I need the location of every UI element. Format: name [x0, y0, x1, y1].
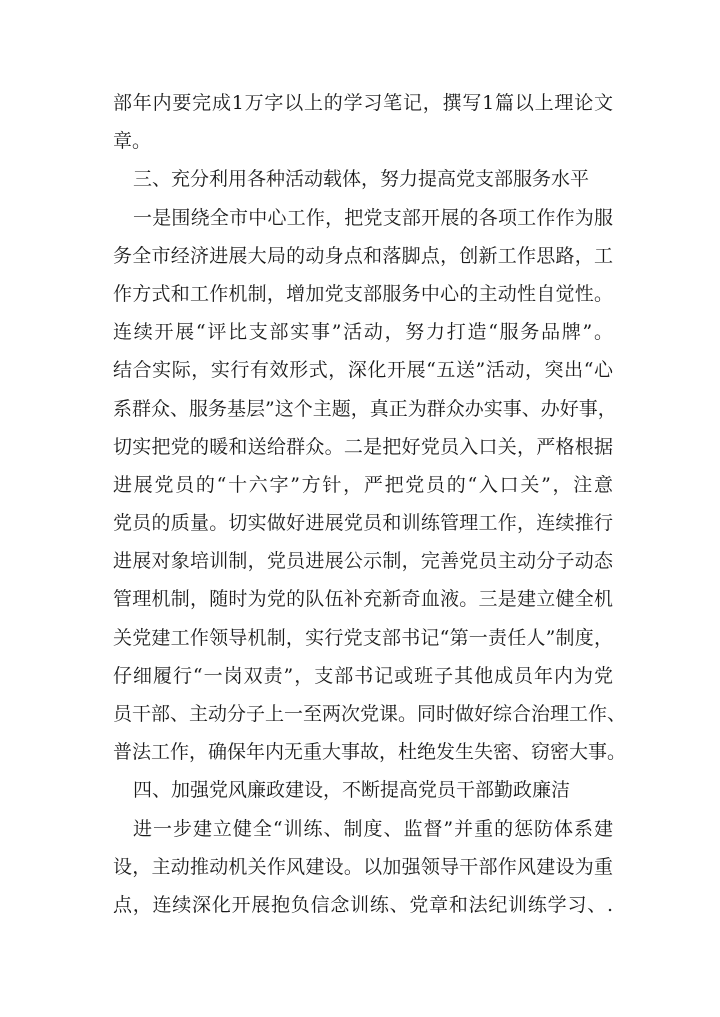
text-line: 设，主动推动机关作风建设。以加强领导干部作风建设为重	[113, 855, 613, 878]
text-line: 普法工作，确保年内无重大事故，杜绝发生失密、窃密大事。	[113, 741, 627, 764]
text-line: 党员的质量。切实做好进展党员和训练管理工作，连续推行	[113, 512, 613, 535]
text-line: 切实把党的暖和送给群众。二是把好党员入口关，严格根据	[113, 435, 613, 458]
section-heading: 三、充分利用各种活动载体，努力提高党支部服务水平	[133, 168, 590, 191]
text-line: 结合实际，实行有效形式，深化开展“五送”活动，突出“心	[113, 359, 613, 382]
text-line: 务全市经济进展大局的动身点和落脚点，创新工作思路，工	[113, 244, 613, 267]
text-line: 管理机制，随时为党的队伍补充新奇血液。三是建立健全机	[113, 588, 613, 611]
text-line: 关党建工作领导机制，实行党支部书记“第一责任人”制度，	[113, 626, 613, 649]
text-line: 进一步建立健全“训练、制度、监督”并重的惩防体系建	[133, 817, 613, 840]
text-line: 进展党员的“十六字”方针，严把党员的“入口关”，注意	[113, 473, 613, 496]
section-heading: 四、加强党风廉政建设，不断提高党员干部勤政廉洁	[133, 779, 571, 802]
text-line: 系群众、服务基层”这个主题，真正为群众办实事、办好事，	[113, 397, 617, 420]
text-line: 仔细履行“一岗双责”，支部书记或班子其他成员年内为党	[113, 664, 613, 687]
text-line: 章。	[113, 130, 152, 153]
text-line: 连续开展“评比支部实事”活动，努力打造“服务品牌”。	[113, 321, 613, 344]
text-line: 作方式和工作机制，增加党支部服务中心的主动性自觉性。	[113, 282, 613, 305]
text-line: 点，连续深化开展抱负信念训练、党章和法纪训练学习、.	[113, 893, 613, 916]
document-body	[113, 84, 627, 924]
text-line: 进展对象培训制，党员进展公示制，完善党员主动分子动态	[113, 550, 613, 573]
text-line: 部年内要完成1万字以上的学习笔记，撰写1篇以上理论文	[113, 92, 613, 114]
text-line: 一是围绕全市中心工作，把党支部开展的各项工作作为服	[133, 206, 613, 229]
text-line: 员干部、主动分子上一至两次党课。同时做好综合治理工作、	[113, 703, 627, 725]
